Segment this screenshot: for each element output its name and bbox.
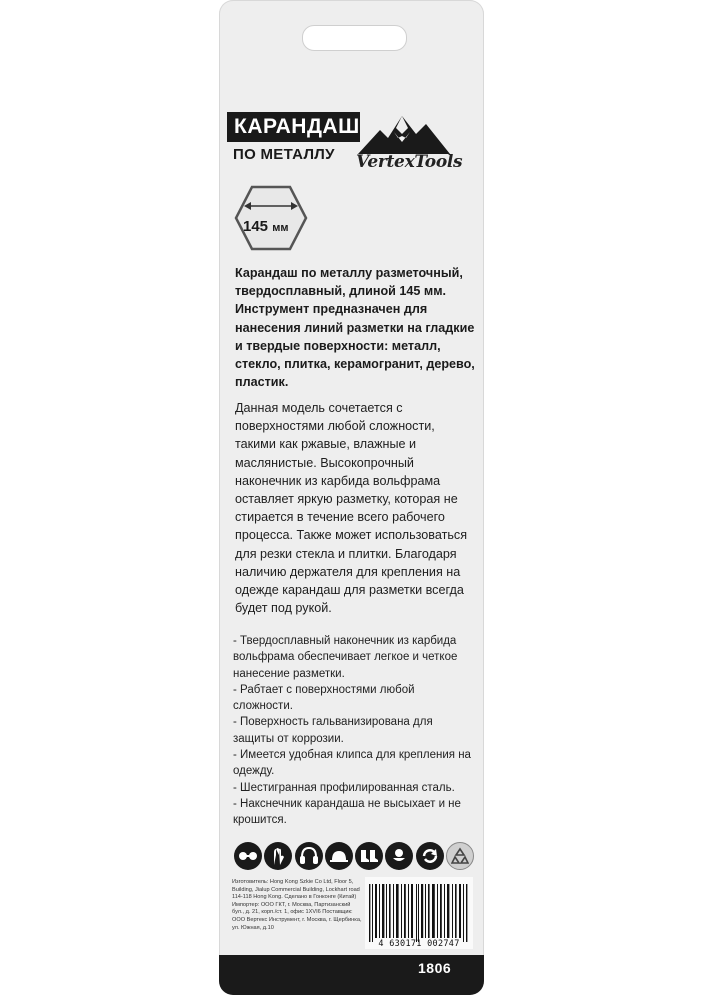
product-subtitle: ПО МЕТАЛЛУ	[233, 146, 335, 163]
product-code: 1806	[418, 960, 452, 976]
brand-name: VertexTools	[356, 152, 463, 172]
list-item: - Накснечник карандаша не высыхает и не крошится.	[233, 797, 461, 827]
product-title: КАРАНДАШ	[227, 112, 360, 142]
recycle-icon	[446, 842, 474, 870]
goggles-icon	[234, 842, 262, 870]
hang-hole	[302, 25, 407, 51]
list-item: - Рабтает с поверхностями любой сложности.	[233, 683, 415, 713]
barcode-number: 4 630171 002747	[378, 939, 460, 949]
description-paragraph-2: Данная модель сочетается с поверхностями любой сложности, такими как ржавые, влажные и маслянистые. Высокопрочный наконечник из карбида вольфрама оставляет яркую разметку, которая не стирается в течение всего рабочего процесса. Также может использоваться для резки стекла и плитки. Благодаря наличию держателя для крепления на одежде карандаш для разметки всегда будет под рукой.	[235, 401, 468, 616]
gloves-icon	[264, 842, 292, 870]
boots-icon	[355, 842, 383, 870]
mask-icon	[385, 842, 413, 870]
hard-hat-icon	[325, 842, 353, 870]
features-list	[233, 633, 473, 829]
safety-icons-row	[234, 842, 474, 875]
list-item: - Имеется удобная клипса для крепления на одежду.	[233, 749, 471, 778]
recycle-arrow-icon	[416, 842, 444, 870]
description-paragraph-1: Карандаш по металлу разметочный, твердосплавный, длиной 145 мм. Инструмент предназначен для нанесения линий разметки на гладкие и твердые поверхности: металл, стекло, плитка, керамогранит, дерево, пластик.	[235, 266, 475, 390]
manufacturer-info: Изготовитель: Hong Kong Szkie Co Ltd, Floor 5, Building, Jialup Commercial Building, Lockhart road 114-118 Hong Kong. Сделано в Гонконге (Китай) Импортер: ООО ГКТ, г. Москва, Партизанский бул., д. 21, корп./ст. 1, офис 1XVI6 Поставщик: ООО Вертекс Инструмент, г. Москва, г. Щербинка, ул. Южная, д.10	[232, 879, 362, 931]
list-item: - Твердосплавный наконечник из карбида вольфрама обеспечивает легкое и четкое нанесение разметки.	[233, 635, 458, 680]
length-label: 145 мм	[243, 218, 289, 235]
list-item: - Шестигранная профилированная сталь.	[233, 781, 455, 794]
list-item: - Поверхность гальванизирована для защиты от коррозии.	[233, 716, 433, 745]
ear-protection-icon	[295, 842, 323, 870]
